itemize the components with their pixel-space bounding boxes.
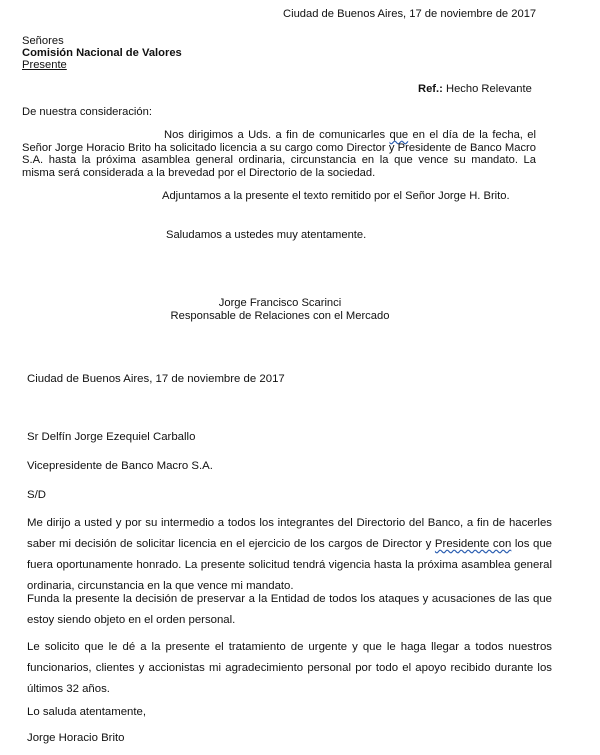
- letter2-recipient-title: Vicepresidente de Banco Macro S.A.: [27, 460, 213, 472]
- p1-part-b: que: [389, 129, 409, 141]
- ref-text: Hecho Relevante: [445, 83, 532, 95]
- letter2-paragraph-1: [27, 513, 552, 597]
- letter1-paragraph-3: Saludamos a ustedes muy atentamente.: [166, 229, 367, 241]
- p1-part-c: en el día de la fecha, el Señor Jorge Horacio Brito ha solicitado licencia a su cargo como Director y Presidente de Banco Macro S.A. hasta la próxima asamblea general ordinaria, circunstancia en la que vence su mandato. La misma será considerada a la brevedad por el Directorio de la sociedad.: [22, 129, 537, 179]
- letter1-paragraph-2: Adjuntamos a la presente el texto remitido por el Señor Jorge H. Brito.: [162, 190, 510, 202]
- letter2-paragraph-3: Le solicito que le dé a la presente el tratamiento de urgente y que le haga llegar a todos nuestros funcionarios, clientes y accionistas mi agradecimiento personal por todo el apoyo recibido durante los últimos 32 años.: [27, 641, 552, 695]
- letter2-signature: Jorge Horacio Brito: [27, 732, 125, 744]
- letter1-signature-name: Jorge Francisco Scarinci: [218, 297, 342, 309]
- letter1-salutation: De nuestra consideración:: [22, 106, 152, 118]
- letter2-closing: Lo saluda atentamente,: [27, 706, 147, 718]
- letter2-paragraph-2: Funda la presente la decisión de preservar a la Entidad de todos los ataques y acusaciones de las que estoy siendo objeto en el orden personal.: [27, 593, 552, 626]
- letter1-recipient-line2: Comisión Nacional de Valores: [22, 47, 182, 59]
- l2p1-part-a: Me dirijo a usted y por su intermedio a todos los integrantes del Directorio del Banco, a fin de hacerles saber mi decisión de solicitar licencia en el ejercicio de los cargos de Director y: [27, 517, 552, 550]
- letter1-ref: [418, 83, 532, 96]
- ref-label: Ref.:: [418, 83, 443, 95]
- l2p1-part-c: los que fuera oportunamente honrado. La presente solicitud tendrá vigencia hasta la próxima asamblea general ordinaria, circunstancia en la que vence mi mandato.: [27, 538, 552, 592]
- letter2-sd: S/D: [27, 489, 46, 501]
- letter1-recipient-line3: Presente: [22, 59, 67, 71]
- letter2-date: Ciudad de Buenos Aires, 17 de noviembre de 2017: [27, 373, 285, 385]
- letter1-signature-title: Responsable de Relaciones con el Mercado: [170, 310, 390, 322]
- letter1-recipient-line1: Señores: [22, 35, 64, 47]
- letter1-paragraph-1: [22, 129, 536, 179]
- p1-part-a: Nos dirigimos a Uds. a fin de comunicarles: [164, 129, 390, 141]
- letter2-recipient-name: Sr Delfín Jorge Ezequiel Carballo: [27, 431, 196, 443]
- letter1-date: Ciudad de Buenos Aires, 17 de noviembre de 2017: [283, 8, 537, 20]
- l2p1-part-b: Presidente con: [434, 538, 512, 550]
